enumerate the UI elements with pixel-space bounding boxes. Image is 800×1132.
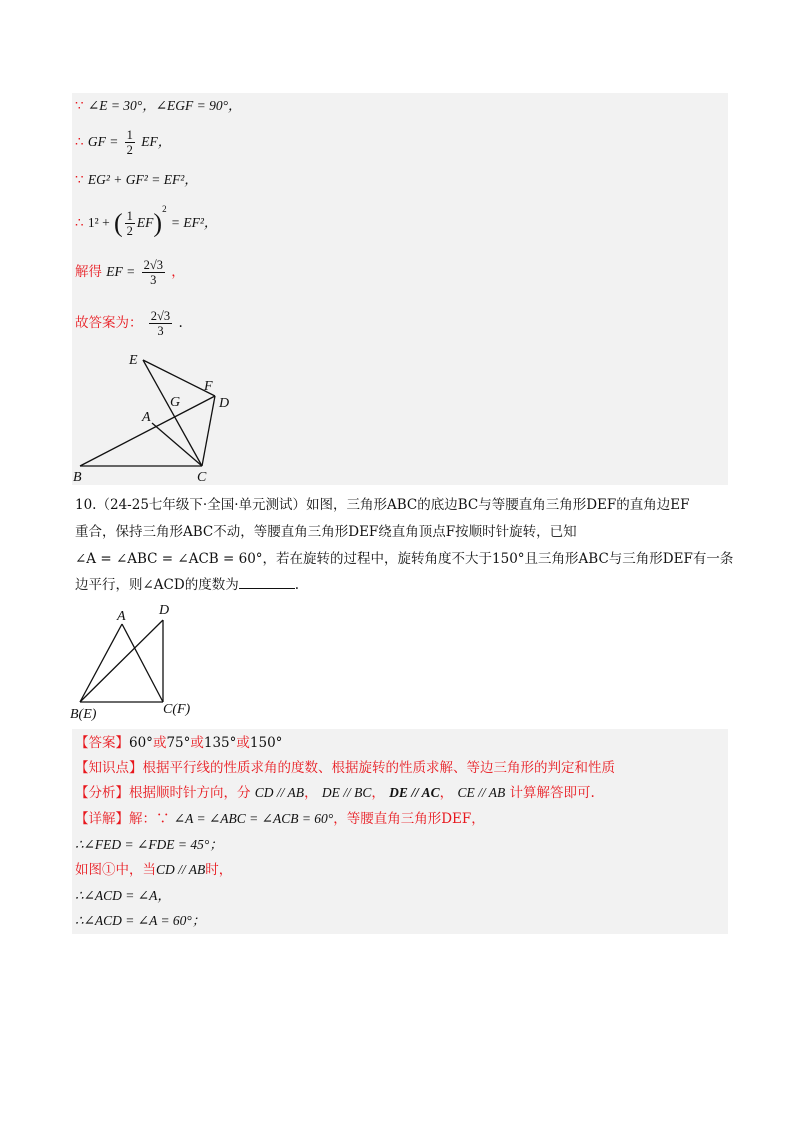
- label-be-2: B(E): [70, 707, 97, 722]
- segment-ac: [152, 423, 202, 466]
- label-cf-2: C(F): [163, 702, 191, 717]
- solution-line-4: ∴ 1² + ( $\frac{1}{2}$ EF)$^2$ = EF²，: [75, 203, 218, 238]
- solution-line-3: ∵ EG² + GF² = EF²，: [75, 172, 198, 188]
- solution-line-2: ∴ GF = $\frac{1}{2}$ EF，: [75, 128, 172, 157]
- label-a-2: A: [117, 609, 126, 624]
- question-line-2: 重合，保持三角形ABC不动，等腰直角三角形DEF绕直角顶点F按顺时针旋转，已知: [75, 524, 577, 540]
- label-b: B: [73, 470, 82, 485]
- question-line-3: ∠A = ∠ABC = ∠ACB = 60°，若在旋转的过程中，旋转角度不大于150°且三角形ABC与三角形DEF有一条: [75, 551, 734, 567]
- label-d-2: D: [159, 603, 170, 618]
- solution-line-6: 故答案为： $\frac{2√3}{3}$ .: [75, 309, 183, 338]
- analysis-line: 【分析】根据顺时针方向，分 CD // AB， DE // BC， DE // AC， CE // AB 计算解答即可.: [75, 785, 595, 801]
- answer-blank: [239, 576, 295, 589]
- solution-line-5: 解得 EF = $\frac{2√3}{3}$ ，: [75, 258, 185, 287]
- question-line-1: 10.（24-25七年级下·全国·单元测试）如图，三角形ABC的底边BC与等腰直角三角形DEF的直角边EF: [75, 497, 690, 513]
- segment-fc: [202, 396, 215, 466]
- acd-line-1: ∴∠ACD = ∠A，: [75, 888, 171, 903]
- label-d: D: [219, 396, 230, 411]
- segment-bf: [80, 396, 215, 466]
- label-g: G: [170, 395, 181, 410]
- knowledge-line: 【知识点】根据平行线的性质求角的度数、根据旋转的性质求解、等边三角形的判定和性质: [75, 760, 615, 776]
- solution-line-1: ∵ ∠E = 30°，∠EGF = 90°，: [75, 98, 242, 114]
- label-c: C: [197, 470, 207, 485]
- segment-ec: [143, 360, 202, 466]
- detail-line: 【详解】解：∵ ∠A = ∠ABC = ∠ACB = 60°，等腰直角三角形DEF，: [75, 811, 485, 827]
- case1-line: 如图①中，当CD // AB时，: [75, 862, 233, 878]
- question-line-4: 边平行，则∠ACD的度数为 .: [75, 577, 300, 593]
- acd-line-2: ∴∠ACD = ∠A = 60°；: [75, 913, 206, 928]
- segment-ed-2: [80, 620, 163, 702]
- fed-line: ∴∠FED = ∠FDE = 45°；: [75, 837, 223, 852]
- label-e: E: [129, 353, 138, 368]
- segment-ac-2: [122, 624, 163, 702]
- label-a: A: [142, 410, 151, 425]
- answer-line: 【答案】60°或75°或135°或150°: [75, 735, 283, 751]
- segment-ba-2: [80, 624, 122, 702]
- label-f: F: [204, 379, 213, 394]
